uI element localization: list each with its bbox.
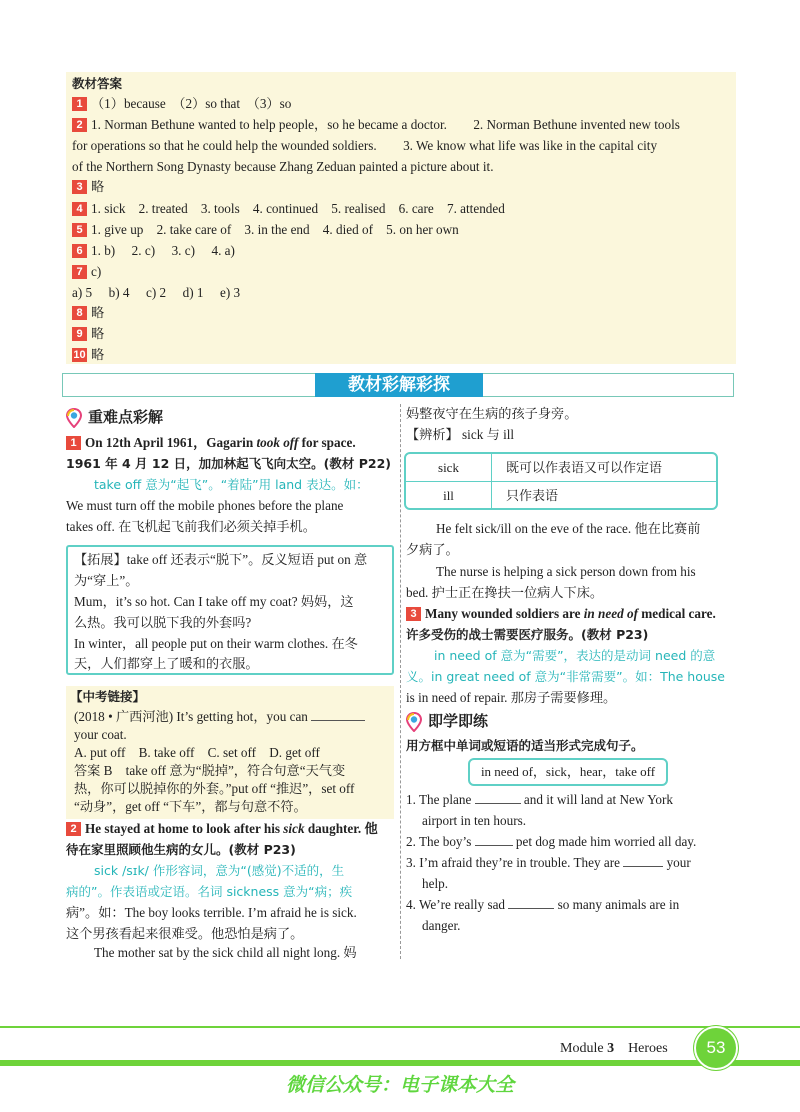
extension-line-3: Mum，it’s so hot. Can I take off my coat? 妈妈，这 [74,594,354,609]
section-banner-title: 教材彩解彩探 [315,373,483,397]
location-pin-icon [66,408,82,428]
answer-blank[interactable] [475,803,521,804]
exam-options: A. put off B. take off C. set off D. get off [74,745,320,760]
question-1b: airport in ten hours. [422,813,527,828]
question-4: 4. We’re really sad so many animals are in [406,897,680,912]
key-sentence-2: 2 He stayed at home to look after his sick daughter. 他 [66,818,378,839]
note-2-line-4: 这个男孩看起来很难受。他恐怕是病了。 [66,926,304,941]
practice-instruction: 用方框中单词或短语的适当形式完成句子。 [406,738,644,753]
key-sentence-1: 1 On 12th April 1961，Gagarin took off for space. [66,432,356,453]
question-4b: danger. [422,918,461,933]
answer-line-2c: of the Northern Song Dynasty because Zhang Zeduan painted a picture about it. [72,159,494,174]
example-1b: 夕病了。 [406,542,459,557]
extension-line-2: 为“穿上”。 [74,573,139,588]
note-3-line-3: is in need of repair. 那房子需要修理。 [406,690,617,705]
continued-line: 妈整夜守在生病的孩子身旁。 [406,406,578,421]
answer-line-7: 7 c) [72,262,730,282]
watermark-text: 微信公众号：电子课本大全 [285,1074,514,1096]
note-1-line-3: takes off. 在飞机起飞前我们必须关掉手机。 [66,519,316,534]
footer-bar [0,1060,800,1066]
answer-line-8: 8 略 [72,304,730,324]
question-3: 3. I’m afraid they’re in trouble. They are your [406,855,691,870]
exam-link-box [66,686,394,819]
answer-line-7b: a) 5 b) 4 c) 2 d) 1 e) 3 [72,285,241,300]
column-divider [400,404,401,959]
key-points-title: 重难点彩解 [88,408,164,426]
answer-line-5: 5 1. give up 2. take care of 3. in the end 4. died of 5. on her own [72,220,730,240]
exam-question-2: your coat. [74,727,127,742]
exam-question: (2018 • 广西河池) It’s getting hot，you can [74,706,365,727]
answer-line-3: 3 略 [72,178,730,198]
exam-answer-2: 热，你可以脱掉你的外套。”put off “推迟”，set off [74,781,355,796]
location-pin-icon [406,712,422,732]
footer-rule [0,1026,800,1028]
practice-title: 即学即练 [428,712,489,730]
exam-answer-3: “动身”，get off “下车”，都与句意不符。 [74,799,307,814]
key-sentence-2-zh: 待在家里照顾他生病的女儿。(教材 P23) [66,842,296,857]
note-2-line-1: sick /sɪk/ 作形容词，意为“(感觉)不适的，生 [94,863,345,878]
footer-module-label: Module 3 Heroes [560,1041,668,1056]
extension-line-6: 天，人们都穿上了暖和的衣服。 [74,656,259,671]
key-sentence-1-zh: 1961 年 4 月 12 日，加加林起飞飞向太空。(教材 P22) [66,456,391,471]
note-1-line-1: take off 意为“起飞”。“着陆”用 land 表达。如： [94,477,369,492]
answer-blank [311,720,365,721]
answer-blank[interactable] [475,845,513,846]
answer-line-10: 10 略 [73,348,105,363]
extension-line-5: In winter，all people put on their warm clothes. 在冬 [74,636,358,651]
note-1-line-2: We must turn off the mobile phones before the plane [66,498,344,513]
sick-ill-comparison-table [404,452,718,510]
analysis-title: 【辨析】 sick 与 ill [406,427,515,442]
page-number: 53 [694,1026,738,1070]
note-3-line-2: 义。in great need of 意为“非常需要”。如：The house [406,669,725,684]
textbook-answers-box [66,72,736,364]
table-row: sick 既可以作表语又可以作定语 [438,460,663,475]
answer-blank[interactable] [623,866,663,867]
extension-line-1: 【拓展】take off 还表示“脱下”。反义短语 put on 意 [74,552,368,567]
answer-line-6: 6 1. b) 2. c) 3. c) 4. a) [72,241,730,261]
example-1: He felt sick/ill on the eve of the race. 他在比赛前 [436,521,701,536]
answers-title: 教材答案 [72,76,123,91]
table-row: ill 只作表语 [443,488,559,503]
note-2-line-2: 病的”。作表语或定语。名词 sickness 意为“病；疾 [66,884,353,899]
question-2: 2. The boy’s pet dog made him worried all day. [406,834,697,849]
answer-line-1: 1 （1）because （2）so that （3）so [72,94,730,114]
word-bank-box: in need of，sick，hear，take off [468,758,668,786]
key-sentence-3-zh: 许多受伤的战士需要医疗服务。(教材 P23) [406,627,649,642]
answer-line-2b: for operations so that he could help the wounded soldiers. 3. We know what life was like in the capital city [72,138,658,153]
extension-line-4: 么热。我可以脱下我的外套吗? [74,615,252,630]
note-3-line-1: in need of 意为“需要”，表达的是动词 need 的意 [434,648,716,663]
exam-answer-1: 答案 B take off 意为“脱掉”，符合句意“天气变 [74,763,346,778]
extension-box [66,545,394,675]
example-2: The nurse is helping a sick person down from his [436,564,696,579]
question-3b: help. [422,876,449,891]
answer-line-4: 4 1. sick 2. treated 3. tools 4. continued 5. realised 6. care 7. attended [72,199,730,219]
question-1: 1. The plane and it will land at New York [406,792,673,807]
answer-line-2: 2 1. Norman Bethune wanted to help people，so he became a doctor. 2. Norman Bethune invented new tools [72,115,730,135]
exam-link-title: 【中考链接】 [70,689,146,704]
answer-line-9: 9 略 [72,325,730,345]
example-2b: bed. 护士正在搀扶一位病人下床。 [406,585,604,600]
answer-blank[interactable] [508,908,554,909]
note-2-line-5: The mother sat by the sick child all night long. 妈 [94,945,357,960]
note-2-line-3: 病”。如：The boy looks terrible. I’m afraid he is sick. [66,905,357,920]
key-sentence-3: 3 Many wounded soldiers are in need of medical care. [406,603,716,624]
